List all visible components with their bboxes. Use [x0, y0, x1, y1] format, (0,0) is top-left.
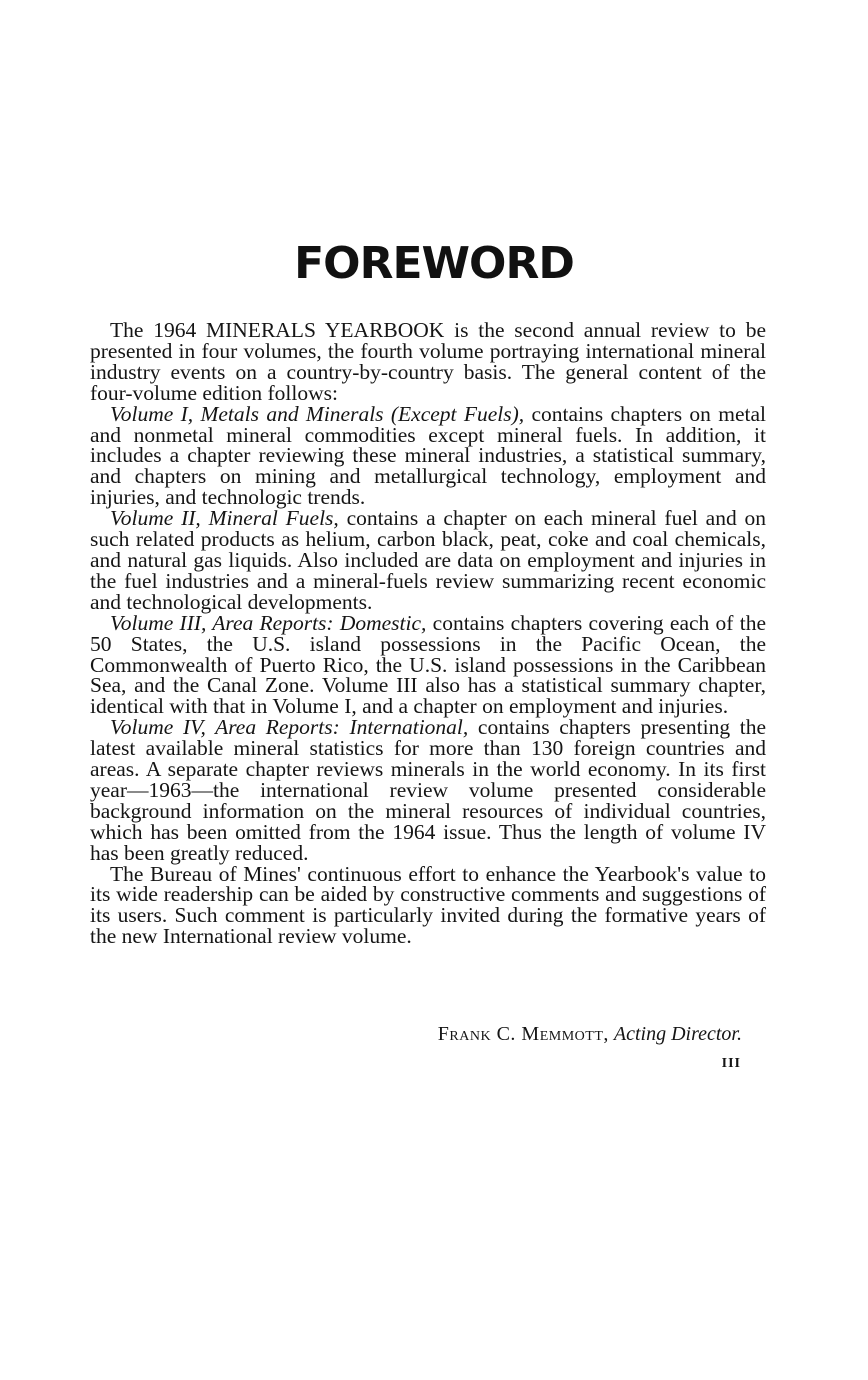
page-title: FOREWORD [294, 238, 574, 289]
paragraph-volume-3 [90, 610, 766, 719]
paragraph-volume-1 [90, 401, 766, 510]
paragraph-text: contains a chapter on each mineral fuel and on such related products as helium, carbon black, peat, coke and coal chemicals, and natural gas liquids. Also included are data on employment and injuries in the fuel industries and a mineral-fuels review summarizing recent economic and technological developments. [90, 506, 766, 614]
paragraph-lead: Volume IV, Area Reports: International, [110, 715, 469, 740]
paragraph-intro [90, 320, 766, 404]
signature [438, 1023, 742, 1046]
paragraph-text: The Bureau of Mines' continuous effort to enhance the Yearbook's value to its wide readership can be aided by constructive comments and suggestions of its users. Such comment is particularly invited during the formative years of the new International review volume. [90, 861, 766, 949]
paragraph-text: The 1964 MINERALS YEARBOOK is the second annual review to be presented in four volumes, the fourth volume portraying international mineral industry events on a country-by-country basis. The general content of the four-volume edition follows: [90, 318, 766, 405]
paragraph-lead: Volume III, Area Reports: Domestic, [110, 610, 427, 635]
paragraph-lead: Volume I, Metals and Minerals (Except Fuels), [110, 401, 525, 426]
paragraph-volume-4 [90, 717, 766, 863]
paragraph-text: contains chapters on metal and nonmetal mineral commodities except mineral fuels. In addition, it includes a chapter reviewing these mineral industries, a statistical summary, and chapters on mining and metallurgical technology, employment and injuries, and technologic trends. [90, 401, 766, 510]
foreword-body [90, 320, 766, 947]
paragraph-volume-2 [90, 508, 766, 613]
signature-role: Acting Director. [613, 1023, 742, 1045]
page-number: III [721, 1056, 741, 1071]
paragraph-text: contains chapters covering each of the 50 States, the U.S. island possessions in the Pacific Ocean, the Commonwealth of Puerto Rico, the U.S. island possessions in the Caribbean Sea, and the Canal Zone. Volume III also has a statistical summary chapter, identical with that in Volume I, and a chapter on employment and injuries. [90, 610, 766, 719]
paragraph-lead: Volume II, Mineral Fuels, [110, 506, 339, 531]
signature-name: Frank C. Memmott, [437, 1023, 609, 1045]
paragraph-closing [90, 861, 766, 949]
paragraph-text: contains chapters presenting the latest available mineral statistics for more than 130 foreign countries and areas. A separate chapter reviews minerals in the world economy. In its first year—1963—the international review volume presented considerable background information on the mineral resources of individual countries, which has been omitted from the 1964 issue. Thus the length of volume IV has been greatly reduced. [90, 715, 766, 865]
